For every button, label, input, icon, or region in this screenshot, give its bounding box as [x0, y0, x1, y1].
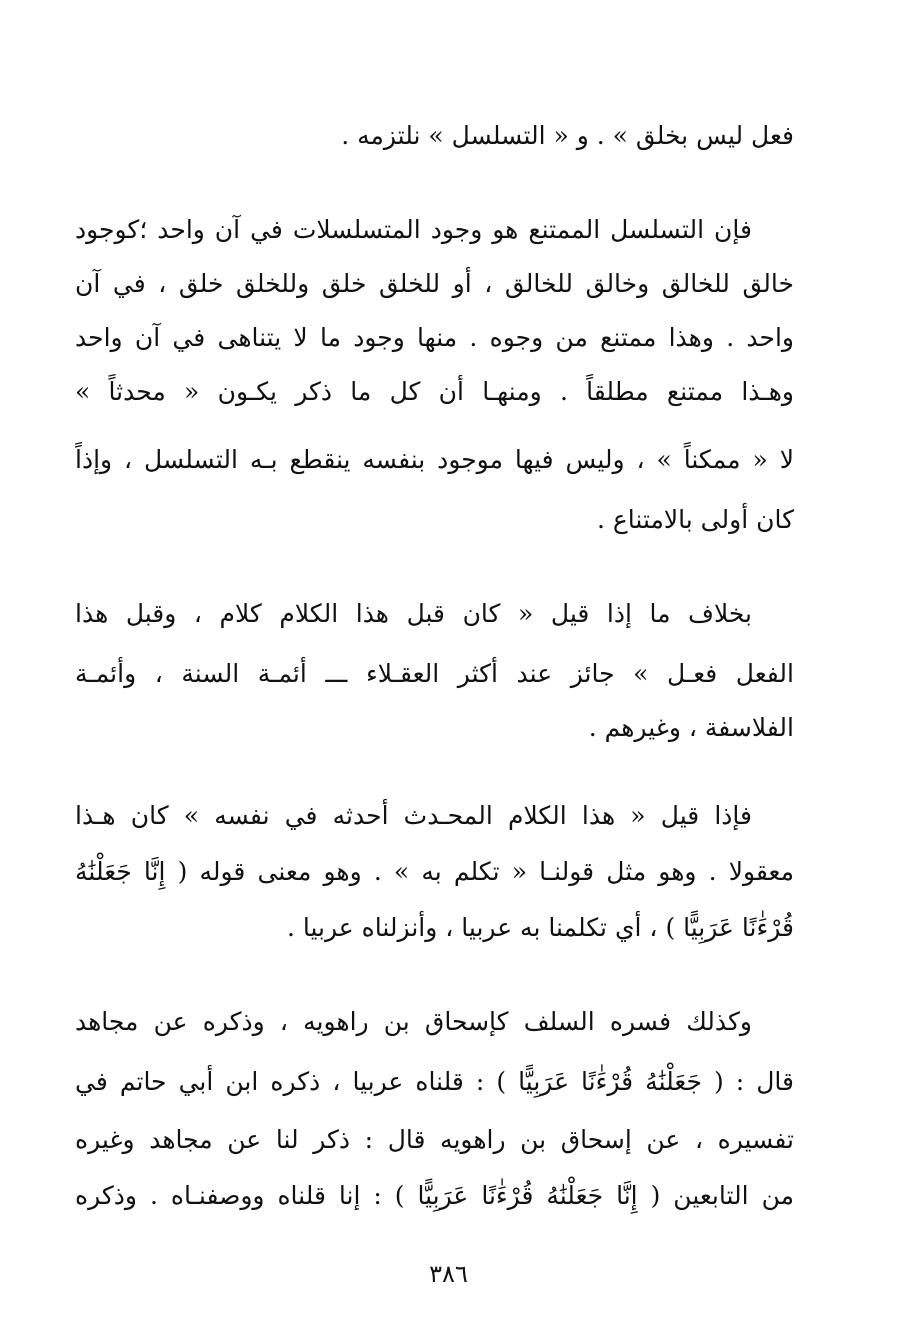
text-line-2: فإن التسلسل الممتنع هو وجود المتسلسلات في آن واحد ؛كوجود [75, 215, 752, 244]
text-line-9: الفعل فعـل » جائز عند أكثر العقـلاء ـــ أئمـة السنة ، وأئمـة [75, 659, 794, 688]
text-line-16: تفسيره ، عن إسحاق بن راهويه قال : ذكر لنا عن مجاهد وغيره [75, 1125, 794, 1154]
text-line-6: لا « ممكناً » ، وليس فيها موجود بنفسه ينقطع بـه التسلسل ، وإذاً [75, 445, 794, 474]
text-line-3: خالق للخالق وخالق للخالق ، أو للخلق خلق وللخلق خلق ، في آن [75, 269, 794, 298]
text-line-5: وهـذا ممتنع مطلقاً . ومنهـا أن كل ما ذكر يكـون « محدثاً » [75, 377, 794, 406]
text-line-13: قُرْءَٰنًا عَرَبِيًّا ) ، أي تكلمنا به عربيا ، وأنزلناه عربيا . [287, 913, 794, 942]
text-line-10: الفلاسفة ، وغيرهم . [588, 713, 794, 742]
text-line-7: كان أولى بالامتناع . [597, 505, 794, 534]
text-line-4: واحد . وهذا ممتنع من وجوه . منها وجود ما لا يتناهى في آن واحد [75, 323, 794, 352]
text-line-8: بخلاف ما إذا قيل « كان قبل هذا الكلام كلام ، وقبل هذا [75, 599, 752, 628]
text-line-15: قال : ( جَعَلْنَٰهُ قُرْءَٰنًا عَرَبِيًّا ) : قلناه عربيا ، ذكره ابن أبي حاتم في [75, 1067, 794, 1096]
text-line-11: فإذا قيل « هذا الكلام المحـدث أحدثه في نفسه » كان هـذا [75, 801, 752, 830]
text-line-12: معقولا . وهو مثل قولنـا « تكلم به » . وهو معنى قوله ( إِنَّا جَعَلْنَٰهُ [75, 857, 794, 886]
text-line-14: وكذلك فسره السلف كإسحاق بن راهويه ، وذكره عن مجاهد [75, 1007, 752, 1036]
text-line-17: من التابعين ( إِنَّا جَعَلْنَٰهُ قُرْءَٰنًا عَرَبِيًّا ) : إنا قلناه ووصفنـاه . وذكره [75, 1181, 794, 1210]
text-line-1: فعل ليس بخلق » . و « التسلسل » نلتزمه . [341, 121, 794, 150]
page-number: ٣٨٦ [429, 1260, 468, 1288]
